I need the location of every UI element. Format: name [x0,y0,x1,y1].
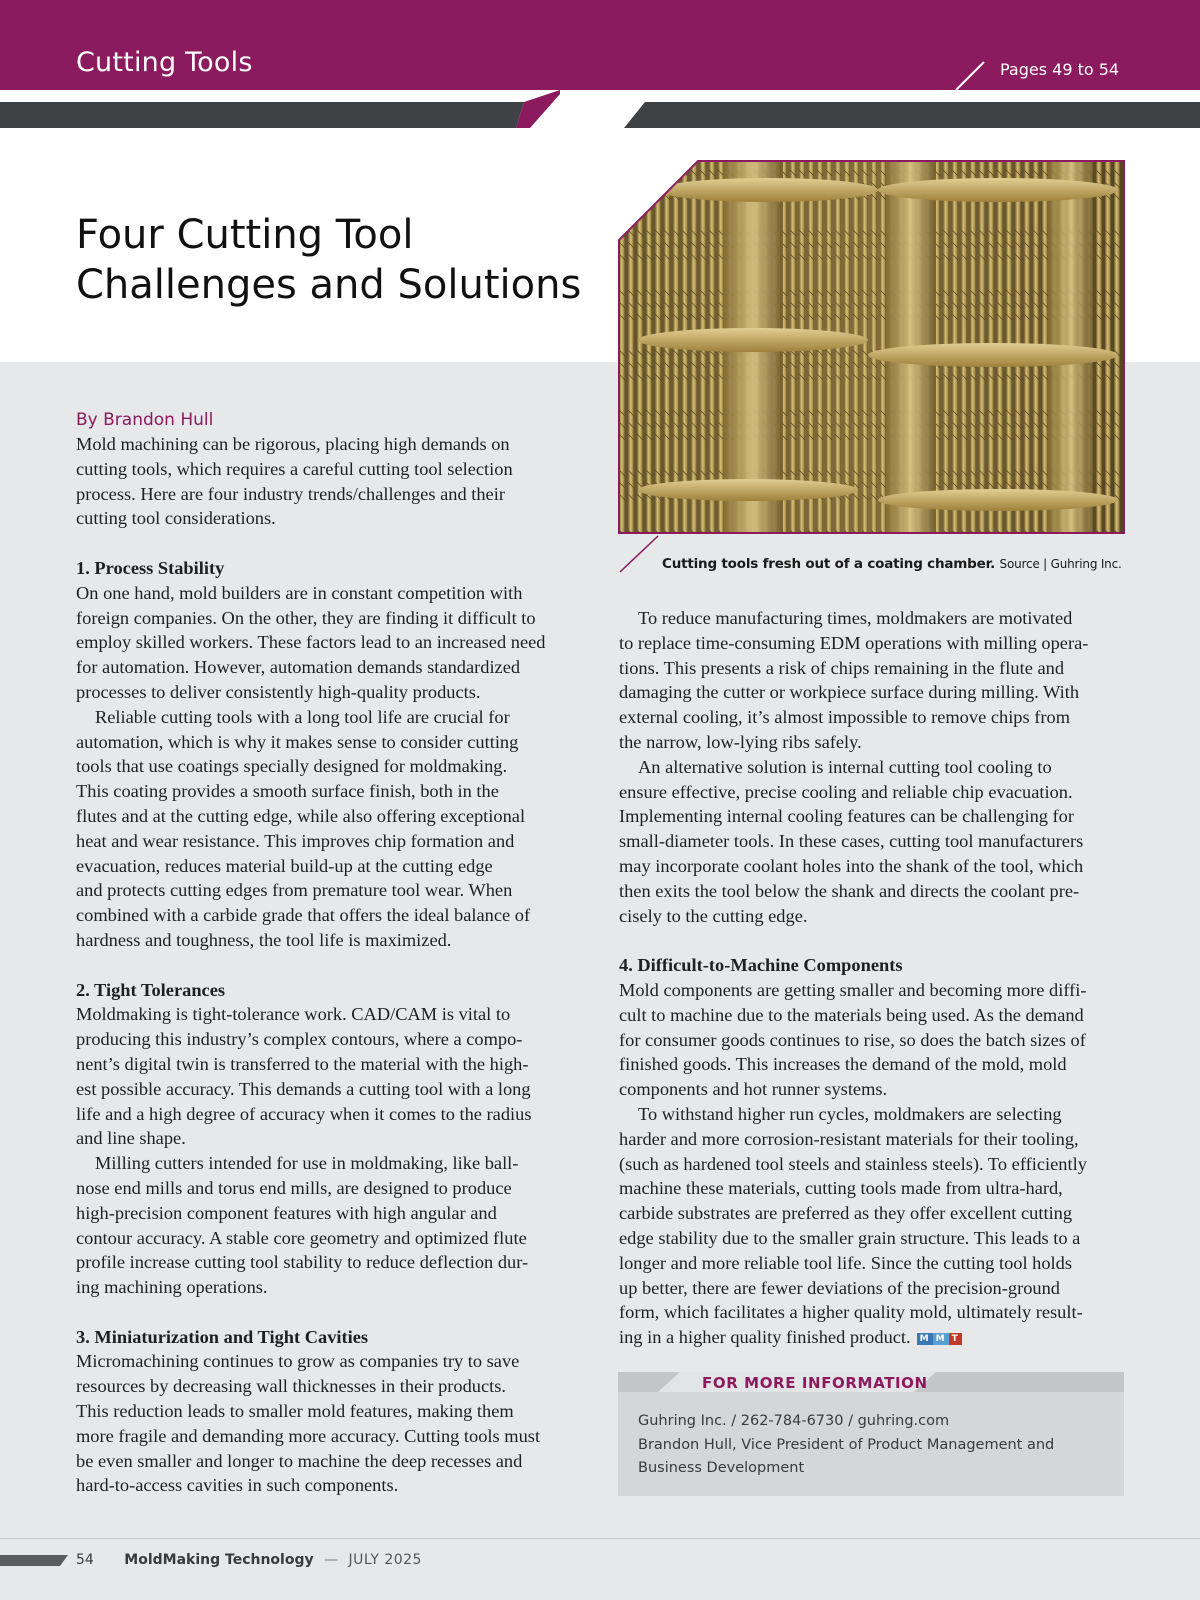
text-line: est possible accuracy. This demands a cutting tool with a long [76,1078,531,1099]
text-line: the narrow, low-lying ribs safely. [619,731,862,752]
section-2-paragraph-1 [76,1002,588,1151]
text-line: Moldmaking is tight-tolerance work. CAD/CAM is vital to [76,1004,511,1025]
text-line: form, which facilitates a higher quality mold, ultimately result- [619,1302,1083,1323]
text-line: producing this industry’s complex contours, where a compo- [76,1029,523,1050]
caption-slash-decoration [618,534,660,574]
text-line: (such as hardened tool steels and stainless steels). To efficiently [619,1153,1087,1174]
byline: By Brandon Hull [76,410,214,430]
info-line-person-cont: Business Development [638,1460,805,1476]
text-line: damaging the cutter or workpiece surface during milling. With [619,682,1080,703]
text-line: to replace time-consuming EDM operations with milling opera- [619,632,1089,653]
text-line: Micromachining continues to grow as companies try to save [76,1351,520,1372]
text-line: cutting tools, which requires a careful cutting tool selection [76,458,513,479]
text-line: and protects cutting edges from premature tool wear. When [76,880,513,901]
text-line: tions. This presents a risk of chips remaining in the flute and [619,657,1065,678]
text-line: small-diameter tools. In these cases, cutting tool manufacturers [619,831,1084,852]
text-line: To reduce manufacturing times, moldmakers are motivated [638,608,1073,628]
text-line: processes to deliver consistently high-quality products. [76,681,481,702]
info-line-person: Brandon Hull, Vice President of Product Management and [638,1436,1055,1453]
text-line: high-precision component features with high angular and [76,1202,497,1223]
text-line: process. Here are four industry trends/challenges and their [76,483,505,504]
section-1-paragraph-1 [76,581,588,705]
section-heading-3: 3. Miniaturization and Tight Cavities [76,1326,369,1347]
section-title: Cutting Tools [76,47,253,78]
section-4-paragraph-2 [619,1102,1131,1350]
photo-caption-text: Cutting tools fresh out of a coating chamber. [662,556,996,572]
section-3-paragraph-1 [76,1349,588,1498]
text-line: cisely to the cutting edge. [619,905,808,926]
section-2-paragraph-2 [76,1151,588,1300]
text-line: Implementing internal cooling features can be challenging for [619,806,1074,827]
text-line: for automation. However, automation demands standardized [76,657,521,678]
article-column-right [619,606,1131,1350]
text-line: finished goods. This increases the demand of the mold, mold [619,1054,1067,1075]
text-line: harder and more corrosion-resistant materials for their tooling, [619,1128,1079,1149]
mmt-end-mark-icon [911,1327,962,1347]
info-box-contact [638,1410,1108,1481]
section-heading-1: 1. Process Stability [76,557,225,578]
text-line: Milling cutters intended for use in moldmaking, like ball- [95,1153,519,1174]
section-4-paragraph-1 [619,978,1131,1102]
section-heading-4: 4. Difficult-to-Machine Components [619,955,903,976]
section-1-paragraph-2 [76,705,588,953]
text-line: cult to machine due to the materials being used. As the demand [619,1004,1084,1025]
footer-bar-decoration [0,1555,70,1566]
text-line: carbide substrates are preferred as they offer excellent cutting [619,1203,1073,1224]
text-line: ing machining operations. [76,1277,268,1298]
text-line: nent’s digital twin is transferred to the material with the high- [76,1053,529,1074]
section-3-paragraph-2 [619,606,1131,755]
text-line: contour accuracy. A stable core geometry and optimized flute [76,1227,527,1248]
section-heading-2: 2. Tight Tolerances [76,979,226,1000]
text-line: tools that use coatings specially designed for moldmaking. [76,756,508,777]
text-line: flutes and at the cutting edge, while also offering exceptional [76,805,526,826]
header-stripes [0,88,1200,130]
page-number: 54 [76,1552,94,1568]
page-range: Pages 49 to 54 [1000,60,1120,79]
text-line: up better, there are fewer deviations of the precision-ground [619,1277,1060,1298]
photo-caption [662,556,1122,572]
text-line: life and a high degree of accuracy when it comes to the radius [76,1103,532,1124]
text-line: external cooling, it’s almost impossible to remove chips from [619,707,1071,728]
text-line: This coating provides a smooth surface finish, both in the [76,781,499,802]
section-3-paragraph-3 [619,755,1131,929]
text-line: Reliable cutting tools with a long tool life are crucial for [95,706,510,727]
text-line: To withstand higher run cycles, moldmakers are selecting [638,1103,1062,1124]
text-line: profile increase cutting tool stability to reduce deflection dur- [76,1252,529,1273]
info-line-company: Guhring Inc. / 262-784-6730 / guhring.com [638,1413,950,1429]
text-line: may incorporate coolant holes into the shank of the tool, which [619,855,1084,876]
more-information-box [618,1372,1124,1496]
text-line: heat and wear resistance. This improves chip formation and [76,830,515,851]
article-photo [618,160,1125,534]
text-line: hardness and toughness, the tool life is maximized. [76,929,452,950]
text-line: hard-to-access cavities in such components. [76,1475,399,1496]
article-column-left [76,408,588,1498]
footer [76,1552,422,1568]
issue-date: JULY 2025 [348,1552,422,1568]
text-line: machine these materials, cutting tools made from ultra-hard, [619,1178,1063,1199]
text-line: edge stability due to the smaller grain structure. This leads to a [619,1227,1081,1248]
info-box-title: FOR MORE INFORMATION [702,1374,928,1392]
intro-paragraph [76,432,588,531]
text-line: cutting tool considerations. [76,508,276,529]
text-line: longer and more reliable tool life. Since the cutting tool holds [619,1252,1073,1273]
text-line-final [619,1325,1131,1350]
photo-source: Source | Guhring Inc. [999,557,1122,571]
footer-divider [0,1538,1200,1539]
end-mark-letter: T [949,1333,962,1345]
text-line: employ skilled workers. These factors lead to an increased need [76,632,546,653]
cutting-tools-photo-image [618,160,1125,534]
footer-separator: — [324,1552,339,1568]
article-title-line-2: Challenges and Solutions [76,262,582,308]
text-line: Mold machining can be rigorous, placing high demands on [76,434,510,454]
text-line: Mold components are getting smaller and becoming more diffi- [619,979,1087,1000]
text-line: An alternative solution is internal cutting tool cooling to [638,756,1052,777]
text-line: nose end mills and torus end mills, are designed to produce [76,1177,512,1198]
text-line: for consumer goods continues to rise, so does the batch sizes of [619,1029,1086,1050]
article-title [76,210,616,310]
text-line-final-text: ing in a higher quality finished product. [619,1327,911,1348]
end-mark-letter: M [917,1333,933,1345]
text-line: combined with a carbide grade that offers the ideal balance of [76,905,531,926]
text-line: On one hand, mold builders are in constant competition with [76,582,523,603]
text-line: more fragile and demanding more accuracy. Cutting tools must [76,1425,541,1446]
text-line: then exits the tool below the shank and directs the coolant pre- [619,880,1080,901]
text-line: foreign companies. On the other, they are finding it difficult to [76,607,536,628]
text-line: be even smaller and longer to machine the deep recesses and [76,1450,523,1471]
text-line: evacuation, reduces material build-up at the cutting edge [76,855,493,876]
article-title-line-1: Four Cutting Tool [76,212,414,258]
text-line: ensure effective, precise cooling and reliable chip evacuation. [619,781,1073,802]
text-line: automation, which is why it makes sense to consider cutting [76,731,519,752]
text-line: This reduction leads to smaller mold features, making them [76,1401,514,1422]
text-line: resources by decreasing wall thicknesses in their products. [76,1376,507,1397]
text-line: and line shape. [76,1128,186,1149]
magazine-name: MoldMaking Technology [124,1552,314,1568]
text-line: components and hot runner systems. [619,1079,888,1100]
end-mark-letter: M [933,1333,949,1345]
